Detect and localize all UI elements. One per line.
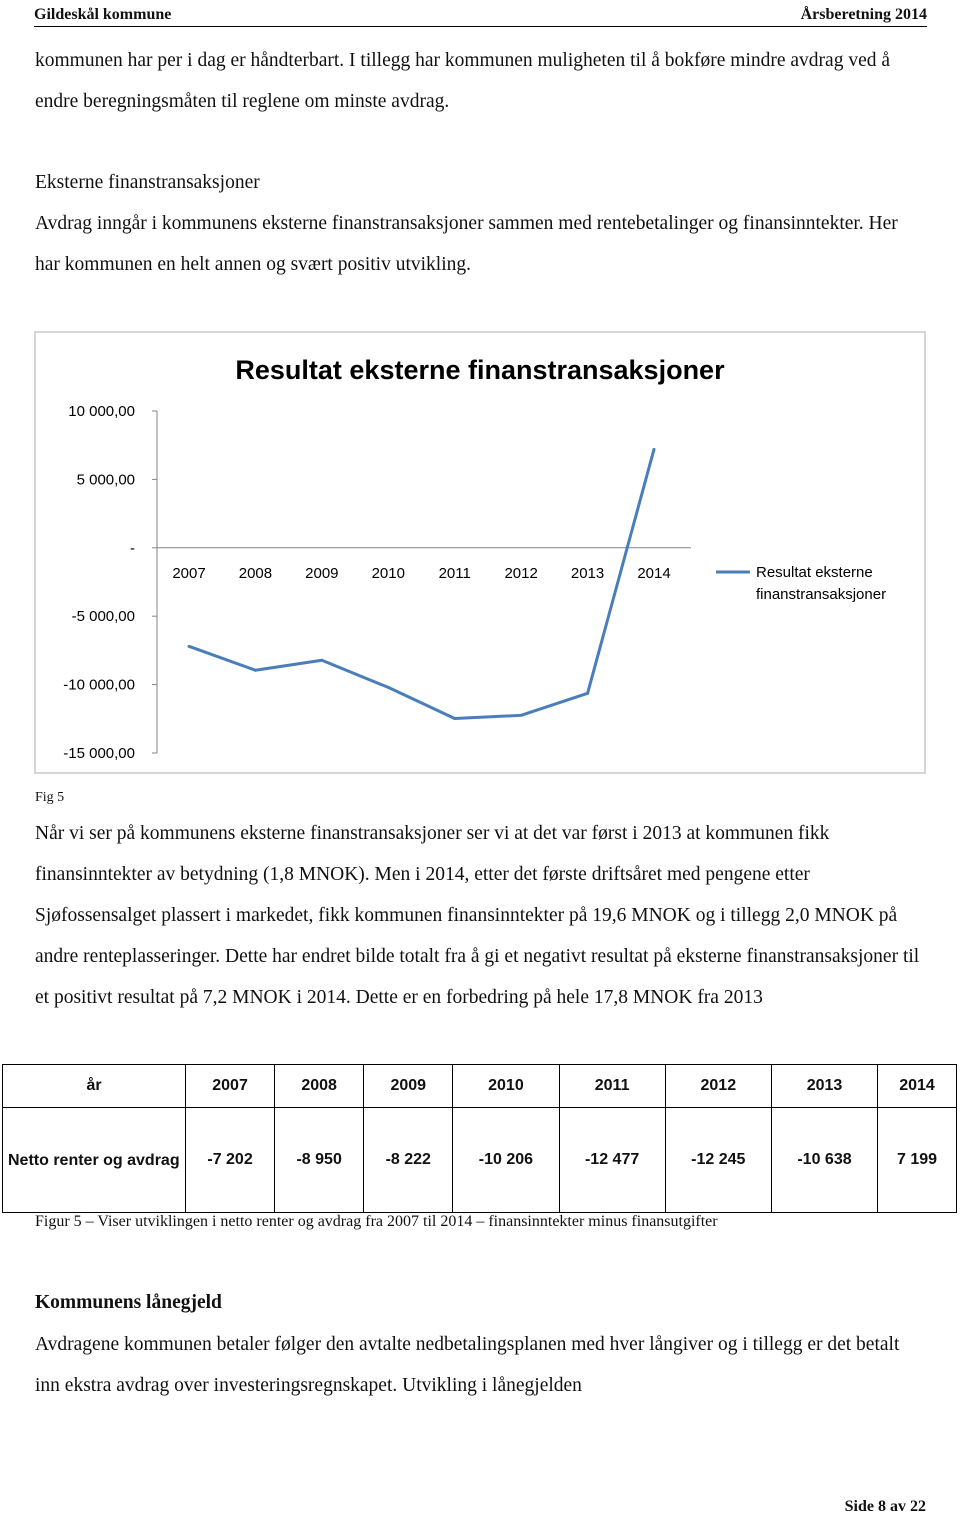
table-year-cell: 2010	[453, 1065, 559, 1108]
y-tick-label: -15 000,00	[63, 745, 135, 762]
figure-label: Fig 5	[35, 790, 65, 805]
intro-paragraph: kommunen har per i dag er håndterbart. I tillegg har kommunen muligheten til å bokføre mindre avdrag ved å endre beregningsmåten til reglene om minste avdrag.	[35, 50, 891, 112]
table-row-label: Netto renter og avdrag	[3, 1108, 186, 1213]
section-heading-loan-debt: Kommunens lånegjeld	[35, 1292, 222, 1313]
section-heading-external-transactions: Eksterne finanstransaksjoner	[35, 172, 260, 193]
table-value-cell: -8 950	[275, 1108, 364, 1213]
page-header	[34, 4, 927, 27]
table-year-cell: 2008	[275, 1065, 364, 1108]
table-year-cell: 2011	[559, 1065, 665, 1108]
x-tick-label: 2009	[305, 564, 339, 582]
x-tick-label: 2011	[438, 564, 471, 582]
x-tick-label: 2010	[371, 564, 405, 582]
table-value-cell: -10 638	[771, 1108, 877, 1213]
table-header-row	[3, 1065, 957, 1108]
table-year-cell: 2009	[364, 1065, 453, 1108]
data-point	[520, 714, 523, 717]
table-value-cell: -7 202	[186, 1108, 275, 1213]
table-value-cell: -12 245	[665, 1108, 771, 1213]
y-tick-label: 5 000,00	[76, 471, 135, 489]
legend-label-line1: Resultat eksterne	[756, 564, 873, 581]
y-tick-label: 10 000,00	[68, 403, 135, 420]
header-report-title: Årsberetning 2014	[800, 6, 927, 23]
table-value-cell: -10 206	[453, 1108, 559, 1213]
y-tick-label: -10 000,00	[63, 676, 135, 694]
x-tick-label: 2014	[637, 564, 671, 582]
legend-label-line2: finanstransaksjoner	[756, 586, 887, 603]
table-year-cell: 2007	[186, 1065, 275, 1108]
data-point	[320, 659, 323, 662]
figure-caption: Figur 5 – Viser utviklingen i netto renter og avdrag fra 2007 til 2014 – finansinntekter minus finansutgifter	[35, 1213, 718, 1230]
table-header-label: år	[3, 1065, 186, 1108]
x-tick-label: 2007	[172, 564, 206, 582]
data-point	[254, 669, 257, 672]
x-tick-label: 2012	[504, 564, 538, 582]
chart-container	[34, 331, 926, 774]
header-municipality: Gildeskål kommune	[34, 6, 172, 23]
table-value-cell: -8 222	[364, 1108, 453, 1213]
page-number: Side 8 av 22	[844, 1498, 926, 1515]
table-year-cell: 2012	[665, 1065, 771, 1108]
table-year-cell: 2014	[878, 1065, 957, 1108]
analysis-paragraph: Når vi ser på kommunens eksterne finanstransaksjoner ser vi at det var først i 2013 at kommunen fikk finansinntekter av betydning (1,8 MNOK). Men i 2014, etter det første driftsåret med pengene etter Sjøfossensalget plassert i markedet, fikk kommunen finansinntekter på 19,6 MNOK og i tillegg 2,0 MNOK på andre renteplasseringer. Dette har endret bilde totalt fra å gi et negativt resultat på eksterne finanstransaksjoner til et positivt resultat på 7,2 MNOK i 2014. Dette er en forbedring på hele 17,8 MNOK fra 2013	[35, 823, 920, 1008]
section-loan-debt-text: Avdragene kommunen betaler følger den avtalte nedbetalingsplanen med hver långiver og i tillegg er det betalt inn ekstra avdrag over investeringsregnskapet. Utvikling i lånegjelden	[35, 1334, 900, 1396]
table-year-cell: 2013	[771, 1065, 877, 1108]
data-point	[653, 448, 656, 451]
x-tick-label: 2008	[238, 564, 273, 582]
x-tick-label: 2013	[570, 564, 605, 582]
table-value-cell: -12 477	[559, 1108, 665, 1213]
y-tick-label: -	[130, 539, 135, 557]
table-value-cell: 7 199	[878, 1108, 957, 1213]
y-tick-label: -5 000,00	[71, 608, 135, 626]
series-line	[189, 449, 654, 718]
data-point	[387, 686, 390, 689]
data-point	[188, 645, 191, 648]
chart-title: Resultat eksterne finanstransaksjoner	[235, 355, 725, 385]
interest-table	[2, 1064, 957, 1213]
data-point	[586, 692, 589, 695]
data-point	[453, 717, 456, 720]
section-external-transactions-text: Avdrag inngår i kommunens eksterne finanstransaksjoner sammen med rentebetalinger og finansinntekter. Her har kommunen en helt annen og svært positiv utvikling.	[35, 213, 898, 275]
table-data-row	[3, 1108, 957, 1213]
line-chart	[36, 333, 924, 772]
